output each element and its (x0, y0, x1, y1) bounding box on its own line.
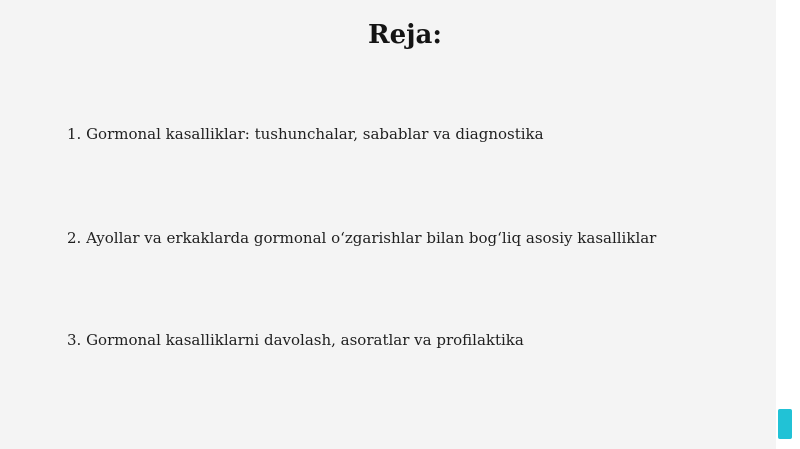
slide-title: Reja: (367, 20, 442, 50)
plan-item-1: 1. Gormonal kasalliklar: tushunchalar, sabablar va diagnostika (67, 125, 544, 143)
plan-item-2: 2. Ayollar va erkaklarda gormonal o‘zgarishlar bilan bog‘liq asosiy kasalliklar (67, 229, 657, 247)
vertical-scrollbar-track[interactable] (776, 0, 800, 449)
plan-item-3: 3. Gormonal kasalliklarni davolash, asoratlar va profilaktika (67, 331, 524, 349)
vertical-scrollbar-thumb[interactable] (778, 409, 792, 439)
